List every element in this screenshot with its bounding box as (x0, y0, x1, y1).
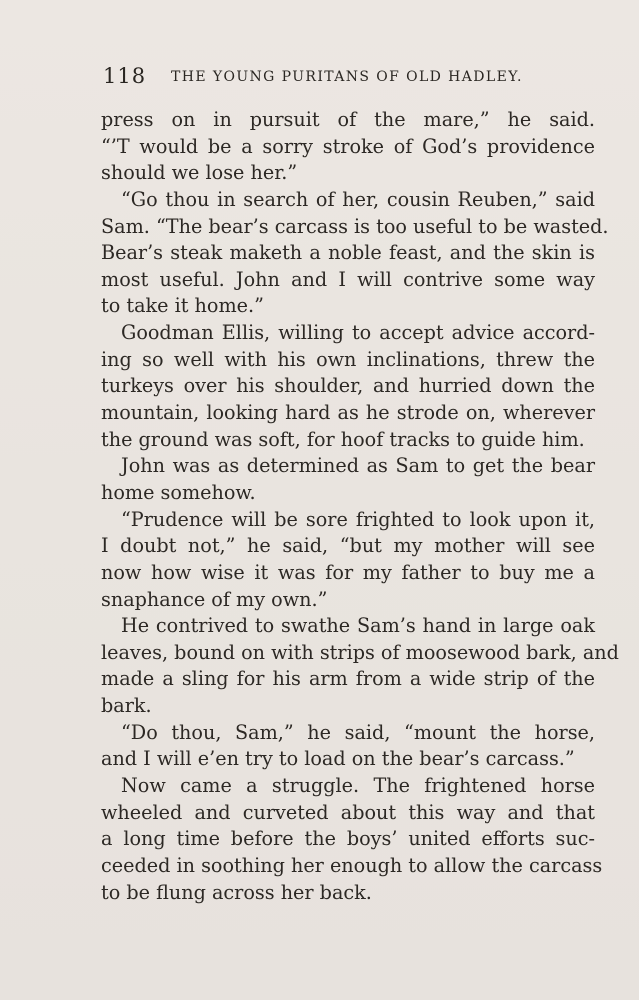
text-line: ceeded in soothing her enough to allow the carcass (101, 853, 603, 877)
text-line: made a sling for his arm from a wide strip of the (101, 667, 595, 691)
text-line: mountain, looking hard as he strode on, wherever (101, 401, 595, 425)
body-text (101, 107, 619, 906)
text-line: turkeys over his shoulder, and hurried down the (101, 374, 595, 398)
text-line: Goodman Ellis, willing to accept advice accord- (121, 321, 595, 345)
text-line: to take it home.” (101, 294, 264, 318)
text-line: wheeled and curveted about this way and that (101, 800, 595, 824)
text-line: He contrived to swathe Sam’s hand in large oak (121, 614, 595, 638)
text-line: I doubt not,” he said, “but my mother will see (101, 534, 595, 558)
text-line: John was as determined as Sam to get the bear (121, 454, 595, 478)
text-line: Sam. “The bear’s carcass is too useful to be wasted. (101, 214, 609, 238)
text-line: leaves, bound on with strips of moosewood bark, and (101, 640, 619, 664)
text-line: to be flung across her back. (101, 880, 372, 904)
page-header (103, 64, 595, 92)
text-line: home somehow. (101, 480, 256, 504)
text-line: “Do thou, Sam,” he said, “mount the horse, (121, 720, 595, 744)
page-number: 118 (103, 64, 147, 88)
text-line: the ground was soft, for hoof tracks to guide him. (101, 427, 585, 451)
text-line: Now came a struggle. The frightened horse (121, 774, 595, 798)
text-line: “’T would be a sorry stroke of God’s providence (101, 134, 595, 158)
text-line: press on in pursuit of the mare,” he said. (101, 108, 595, 131)
text-line: a long time before the boys’ united efforts suc- (101, 827, 595, 851)
running-title: THE YOUNG PURITANS OF OLD HADLEY. (171, 69, 523, 85)
text-line: “Go thou in search of her, cousin Reuben,” said (121, 187, 595, 211)
text-line: ing so well with his own inclinations, threw the (101, 347, 595, 371)
text-line: should we lose her.” (101, 161, 298, 185)
text-line: bark. (101, 694, 152, 718)
text-line: snaphance of my own.” (101, 587, 328, 611)
text-line: Bear’s steak maketh a noble feast, and the skin is (101, 241, 595, 265)
text-line: and I will e’en try to load on the bear’s carcass.” (101, 747, 575, 771)
text-line: now how wise it was for my father to buy me a (101, 560, 595, 584)
text-line: “Prudence will be sore frighted to look upon it, (121, 507, 595, 531)
text-line: most useful. John and I will contrive some way (101, 267, 595, 291)
